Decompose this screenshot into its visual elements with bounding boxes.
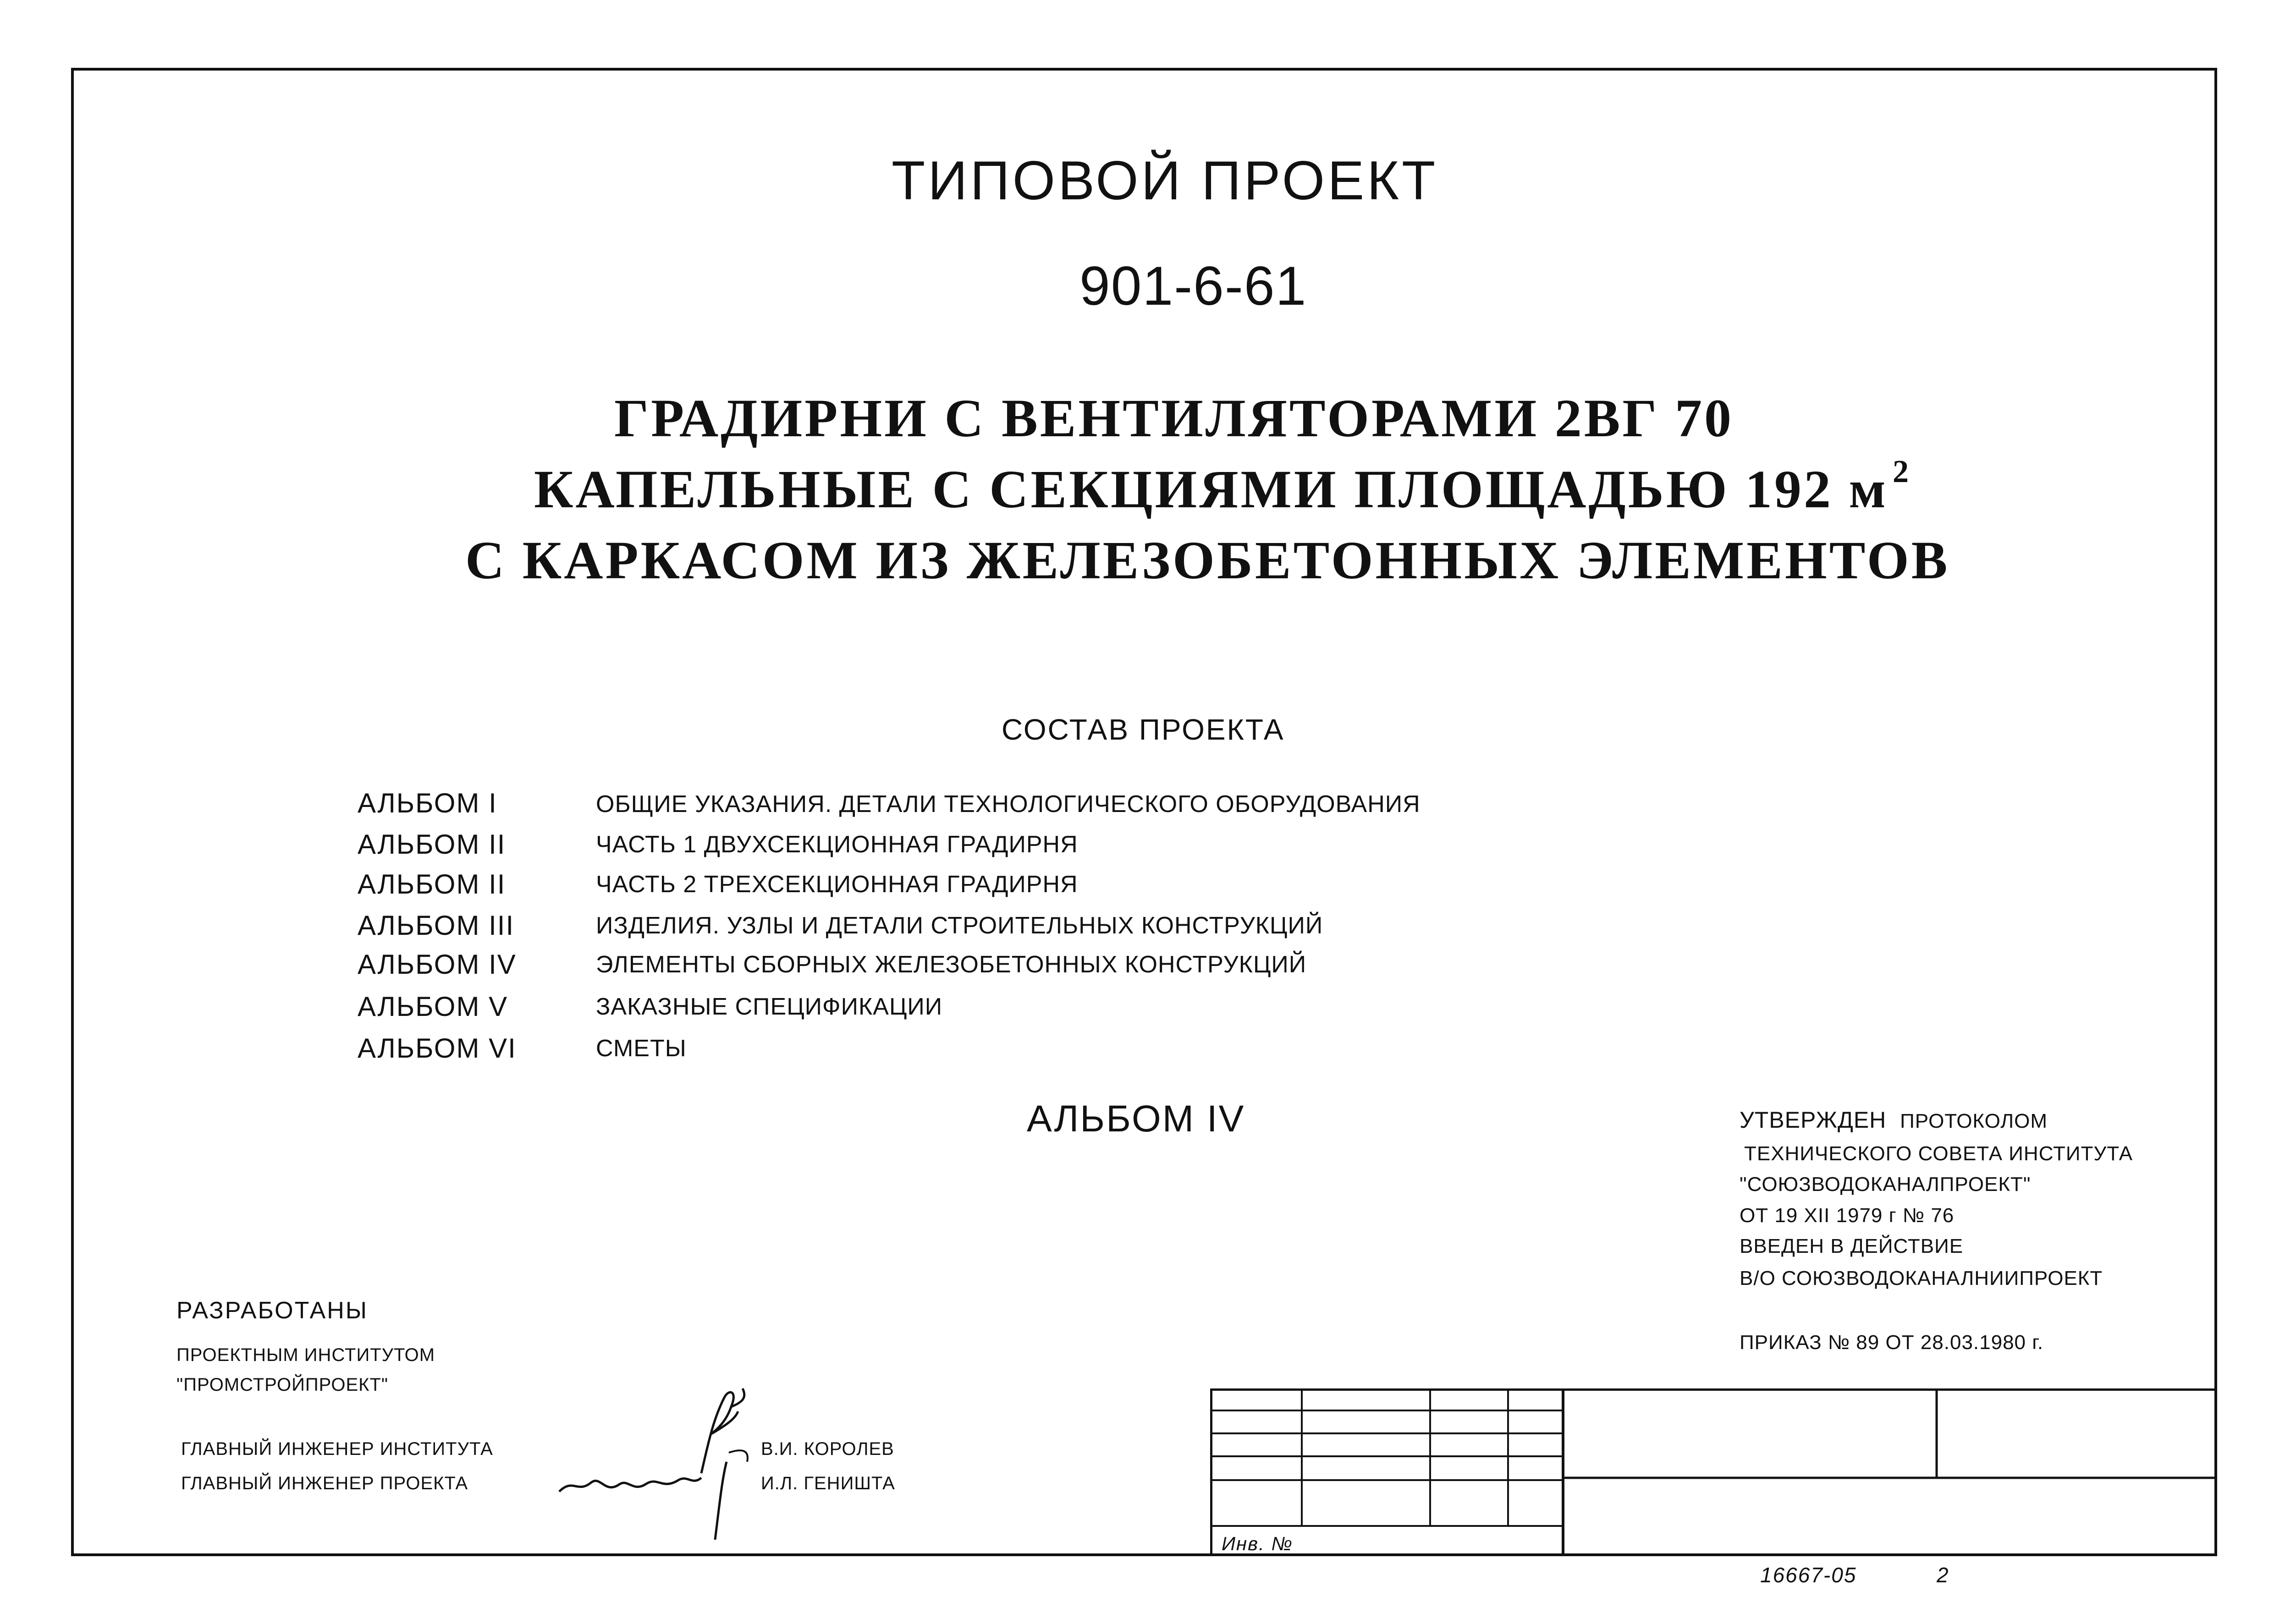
- approval-protocol: ПРОТОКОЛОМ: [1900, 1110, 2048, 1132]
- album-row-2-label: АЛЬБОМ II: [358, 829, 506, 860]
- inventory-number-label: Инв. №: [1222, 1533, 1293, 1554]
- approval-approved: УТВЕРЖДЕН: [1740, 1107, 1887, 1133]
- title-line-2: [534, 454, 1911, 521]
- developer-heading: РАЗРАБОТАНЫ: [176, 1297, 368, 1324]
- role-chief-engineer-project: ГЛАВНЫЙ ИНЖЕНЕР ПРОЕКТА: [181, 1473, 468, 1493]
- album-row-7-desc: СМЕТЫ: [596, 1035, 687, 1062]
- sheet-code: 16667-05: [1760, 1563, 1857, 1587]
- project-type-heading: ТИПОВОЙ ПРОЕКТ: [892, 150, 1438, 211]
- signatures: [545, 1370, 784, 1544]
- approval-line-6: В/О СОЮЗВОДОКАНАЛНИИПРОЕКТ: [1740, 1267, 2103, 1289]
- page-number: 2: [1937, 1563, 1949, 1587]
- approval-line-2: ТЕХНИЧЕСКОГО СОВЕТА ИНСТИТУТА: [1744, 1142, 2133, 1165]
- album-row-3-label: АЛЬБОМ II: [358, 869, 506, 900]
- title-line-1: ГРАДИРНИ С ВЕНТИЛЯТОРАМИ 2ВГ 70: [614, 388, 1734, 448]
- developer-line-2: "ПРОМСТРОЙПРОЕКТ": [176, 1375, 389, 1395]
- title-superscript: 2: [1892, 454, 1911, 489]
- name-genishta: И.Л. ГЕНИШТА: [761, 1473, 895, 1493]
- approval-order: ПРИКАЗ № 89 ОТ 28.03.1980 г.: [1740, 1331, 2044, 1354]
- album-row-5-label: АЛЬБОМ IV: [358, 949, 517, 980]
- title-line-2-text: КАПЕЛЬНЫЕ С СЕКЦИЯМИ ПЛОЩАДЬЮ 192 м: [534, 459, 1888, 519]
- approval-line-1: [1740, 1107, 2048, 1133]
- album-row-4-desc: ИЗДЕЛИЯ. УЗЛЫ И ДЕТАЛИ СТРОИТЕЛЬНЫХ КОНСТРУКЦИЙ: [596, 912, 1323, 939]
- project-number: 901-6-61: [1079, 255, 1307, 317]
- album-row-6-label: АЛЬБОМ V: [358, 991, 508, 1022]
- composition-heading: СОСТАВ ПРОЕКТА: [1002, 713, 1285, 746]
- album-row-2-desc: ЧАСТЬ 1 ДВУХСЕКЦИОННАЯ ГРАДИРНЯ: [596, 831, 1078, 858]
- title-line-3: С КАРКАСОМ ИЗ ЖЕЛЕЗОБЕТОННЫХ ЭЛЕМЕНТОВ: [465, 530, 1950, 590]
- current-album: АЛЬБОМ IV: [1027, 1098, 1245, 1140]
- album-row-4-label: АЛЬБОМ III: [358, 910, 515, 941]
- approval-line-4: ОТ 19 XII 1979 г № 76: [1740, 1204, 1955, 1227]
- title-block-table: [1210, 1388, 2217, 1556]
- album-row-6-desc: ЗАКАЗНЫЕ СПЕЦИФИКАЦИИ: [596, 993, 943, 1020]
- developer-line-1: ПРОЕКТНЫМ ИНСТИТУТОМ: [176, 1345, 435, 1365]
- role-chief-engineer-institute: ГЛАВНЫЙ ИНЖЕНЕР ИНСТИТУТА: [181, 1439, 493, 1459]
- album-row-5-desc: ЭЛЕМЕНТЫ СБОРНЫХ ЖЕЛЕЗОБЕТОННЫХ КОНСТРУКЦИЙ: [596, 951, 1307, 978]
- approval-line-3: "СОЮЗВОДОКАНАЛПРОЕКТ": [1740, 1173, 2031, 1196]
- approval-line-5: ВВЕДЕН В ДЕЙСТВИЕ: [1740, 1235, 1964, 1257]
- album-row-7-label: АЛЬБОМ VI: [358, 1033, 517, 1064]
- album-row-1-label: АЛЬБОМ I: [358, 788, 497, 818]
- album-row-1-desc: ОБЩИЕ УКАЗАНИЯ. ДЕТАЛИ ТЕХНОЛОГИЧЕСКОГО ОБОРУДОВАНИЯ: [596, 791, 1421, 817]
- name-korolev: В.И. КОРОЛЕВ: [761, 1439, 894, 1459]
- album-row-3-desc: ЧАСТЬ 2 ТРЕХСЕКЦИОННАЯ ГРАДИРНЯ: [596, 871, 1078, 898]
